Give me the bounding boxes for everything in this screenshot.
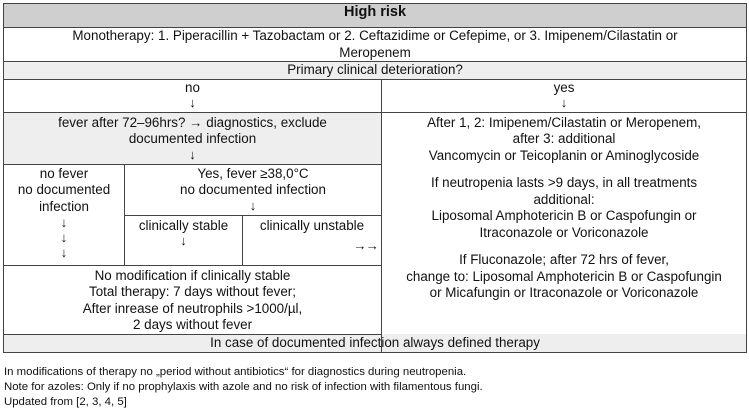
no-modification-line3: After inrease of neutrophils >1000/µl,: [82, 300, 303, 316]
branch-no-cell: [4, 79, 382, 112]
down-arrow-icon: ↓: [60, 245, 68, 260]
deterioration-question-row: [4, 62, 747, 80]
yes-path-line3: Vancomycin or Teicoplanin or Aminoglycoside: [428, 147, 700, 163]
down-arrow-icon: ↓: [60, 215, 68, 230]
fluconazole-line3: or Micafungin or Itraconazole or Voriconazole: [429, 285, 699, 300]
high-risk-flowchart-table: [3, 3, 747, 353]
no-modification-cell: [4, 265, 382, 334]
no-fever-line1: no fever: [39, 165, 89, 181]
neutropenia-line1: If neutropenia lasts >9 days, in all treatments: [430, 175, 698, 190]
no-modification-line1: No modification if clinically stable: [94, 267, 291, 283]
monotherapy-line1: Monotherapy: 1. Piperacillin + Tazobactam or 2. Ceftazidime or Cefepime, or 3. Imipenem/Cilastatin or: [72, 28, 678, 43]
footnotes: [4, 365, 745, 410]
fever-yes-line2: no documented infection: [180, 182, 326, 197]
fever-check-line1: fever after 72–96hrs? → diagnostics, exclude: [58, 114, 327, 130]
yes-path-cell: [382, 112, 747, 352]
down-arrow-icon: ↓: [560, 95, 568, 110]
no-modification-line2: Total therapy: 7 days without fever;: [89, 284, 296, 299]
down-arrow-icon: ↓: [189, 146, 196, 162]
no-fever-line3: infection: [39, 198, 89, 214]
fever-yes-cell: [125, 164, 382, 215]
no-modification-line4: 2 days without fever: [132, 317, 253, 332]
header-title: High risk: [344, 4, 407, 20]
down-arrow-icon: ↓: [189, 95, 196, 110]
yes-path-line1: After 1, 2: Imipenem/Cilastatin or Meropenem,: [427, 114, 701, 130]
fluconazole-line1: If Fluconazole; after 72 hrs of fever,: [459, 252, 669, 267]
clinically-stable-cell: [125, 215, 243, 265]
monotherapy-row: [4, 28, 747, 62]
spacer: [385, 241, 743, 252]
down-arrow-icon: ↓: [249, 197, 257, 213]
neutropenia-line2: additional:: [533, 191, 595, 207]
footnote-line1: In modifications of therapy no „period without antibiotics“ for diagnostics during neutropenia.: [4, 366, 467, 378]
footnote-line3: Updated from [2, 3, 4, 5]: [4, 396, 127, 408]
fever-check-line2: documented infection: [128, 131, 257, 146]
spacer: [385, 164, 743, 175]
clinically-unstable-cell: [243, 215, 382, 265]
right-arrows-icon: →→: [353, 238, 378, 253]
branch-yes-cell: [382, 79, 747, 112]
documented-infection-row: [4, 334, 747, 352]
documented-infection-text: In case of documented infection always defined therapy: [210, 334, 540, 350]
neutropenia-line3: Liposomal Amphotericin B or Caspofungin or: [431, 208, 697, 223]
fever-yes-line1: Yes, fever ≥38,0°C: [197, 165, 309, 181]
clinically-unstable-label: clinically unstable: [259, 217, 365, 233]
fluconazole-line2: change to: Liposomal Amphotericin B or Caspofungin: [406, 268, 722, 284]
table-header: [4, 4, 747, 28]
down-arrow-icon: ↓: [180, 233, 187, 248]
yes-path-line2: after 3: additional: [512, 131, 616, 146]
footnote-line2: Note for azoles: Only if no prophylaxis with azole and no risk of infection with filamentous fungi.: [4, 381, 483, 393]
monotherapy-line2: Meropenem: [339, 44, 411, 60]
deterioration-question: Primary clinical deterioration?: [287, 62, 463, 77]
clinically-stable-label: clinically stable: [138, 217, 229, 233]
branch-no-label: no: [185, 79, 200, 95]
neutropenia-line4: Itraconazole or Voriconazole: [479, 224, 649, 240]
branch-yes-label: yes: [553, 79, 575, 95]
down-arrow-icon: ↓: [60, 230, 68, 245]
no-fever-line2: no documented: [17, 182, 111, 197]
down-arrows-stack: [7, 215, 121, 260]
fever-check-cell: [4, 112, 382, 164]
no-fever-cell: [4, 164, 125, 265]
